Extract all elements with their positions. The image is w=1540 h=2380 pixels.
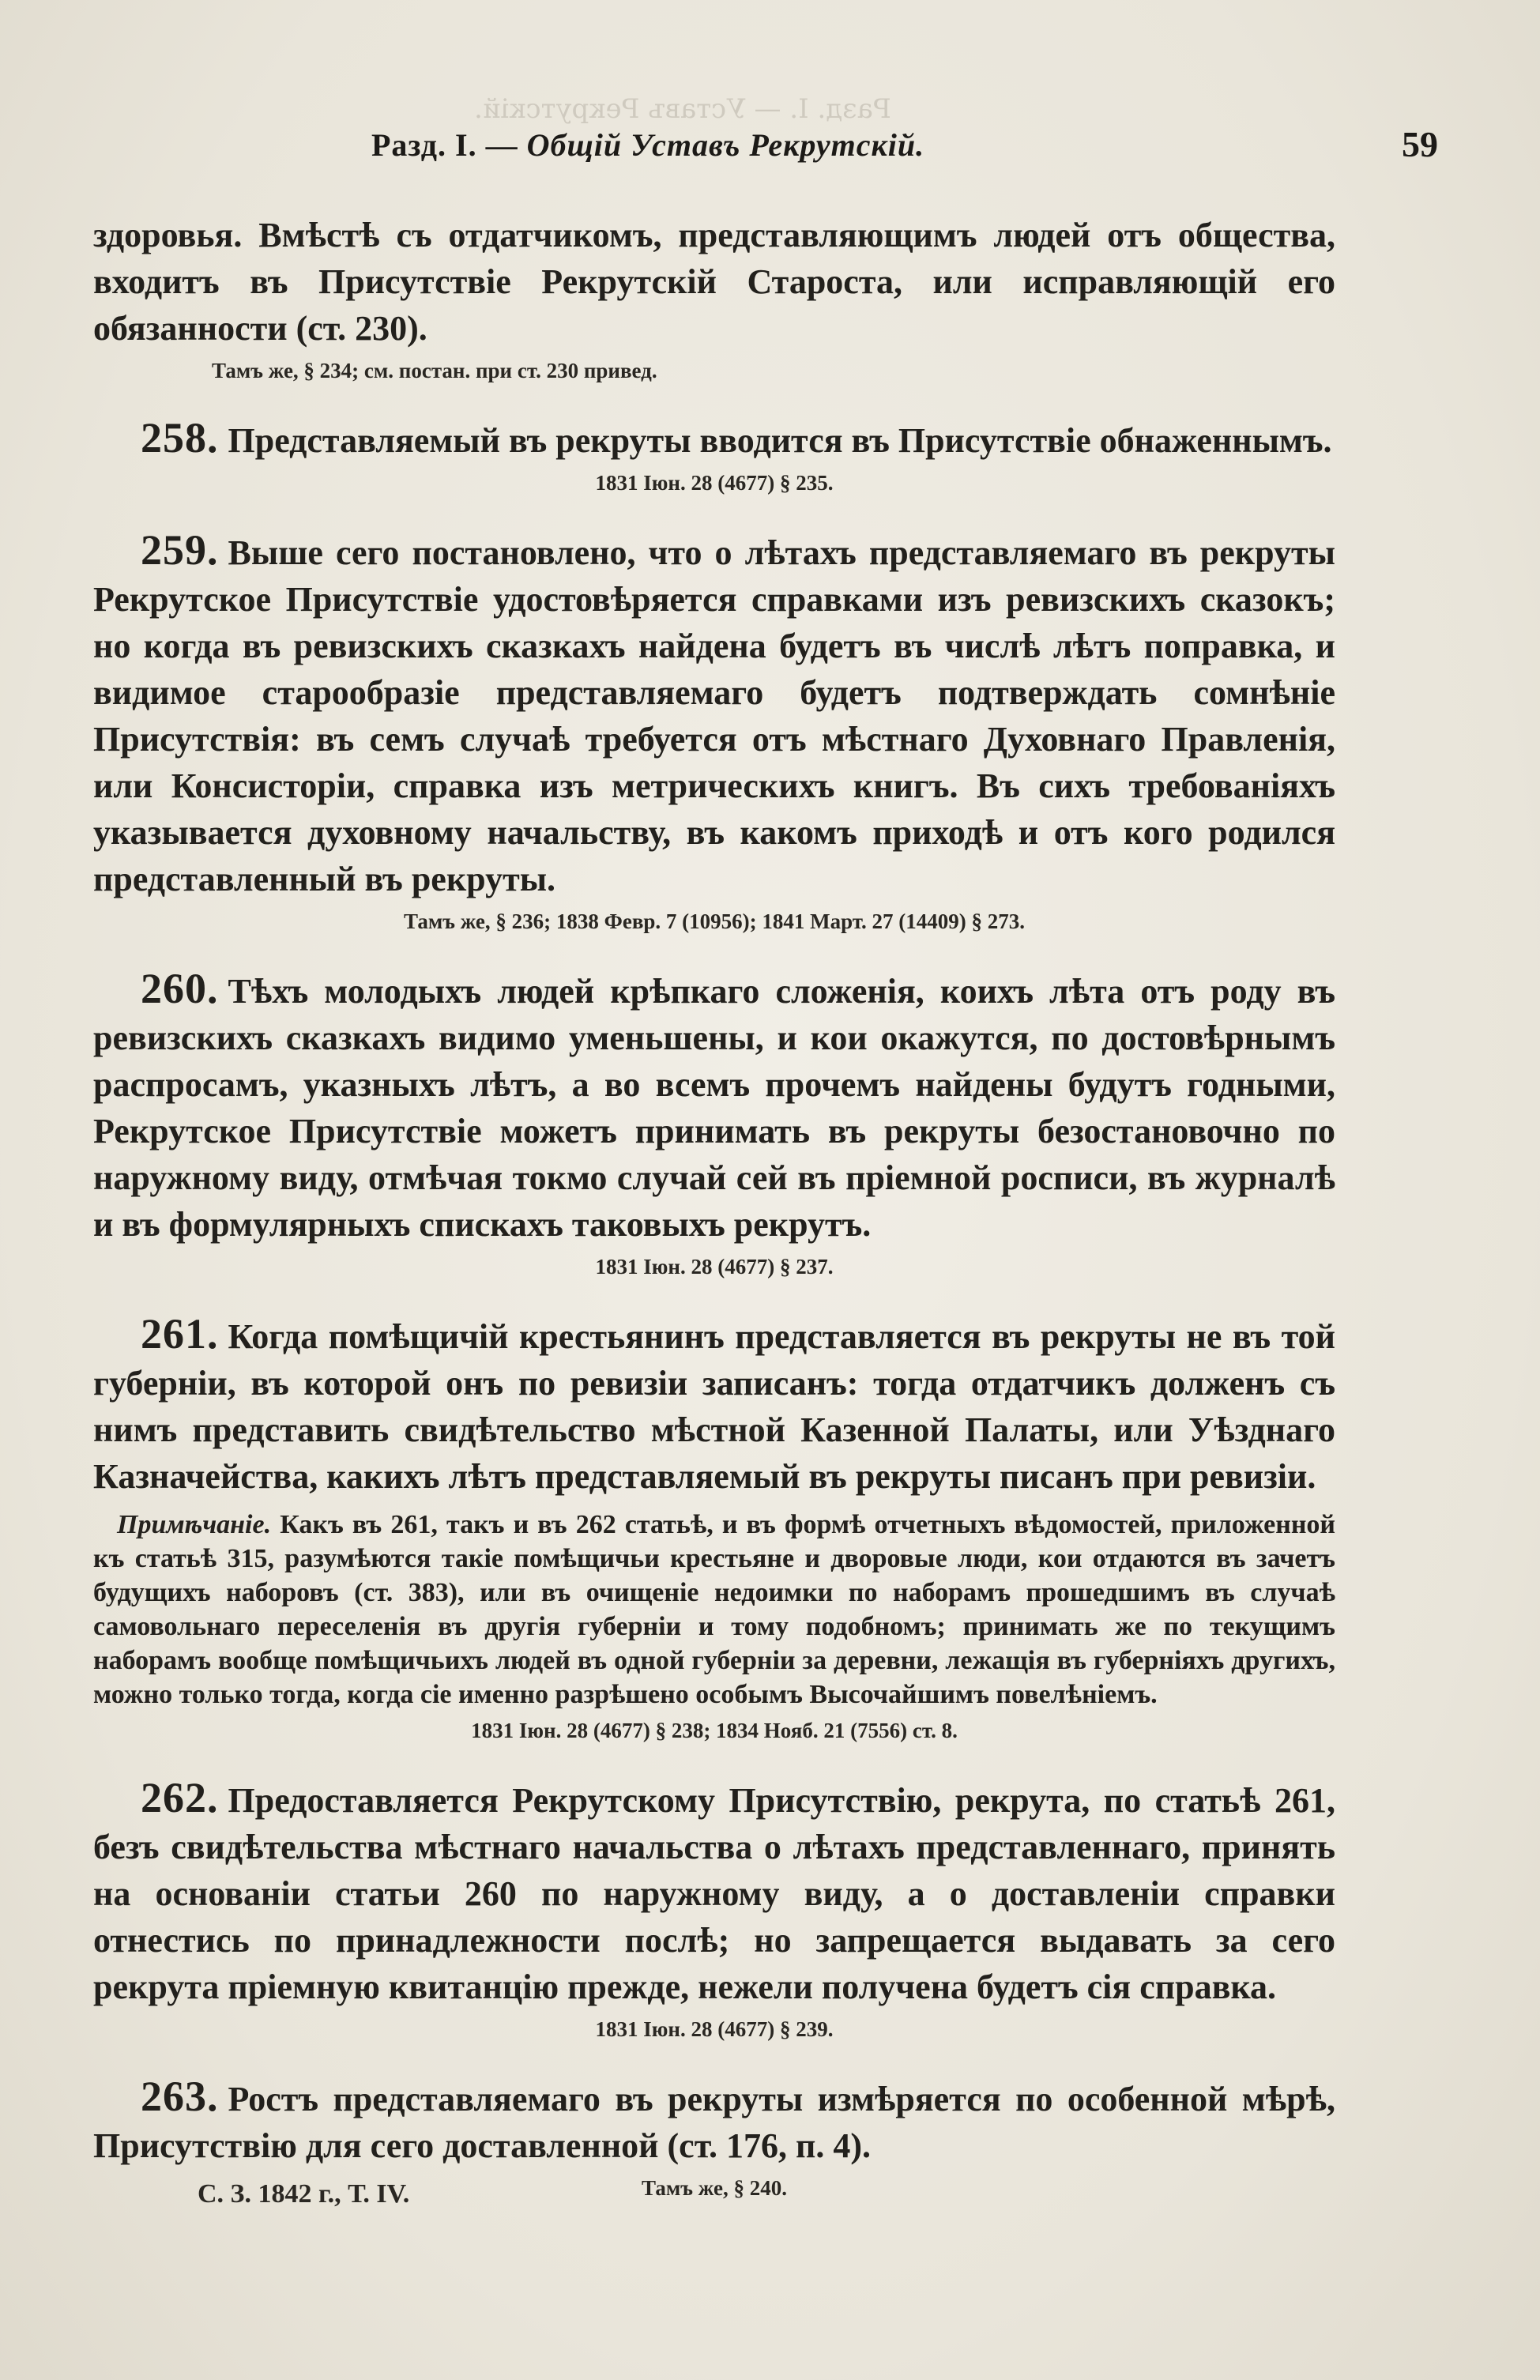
page-header <box>103 126 1446 174</box>
continued-paragraph <box>93 212 1335 352</box>
source-citation: Тамъ же, § 234; см. постан. при ст. 230 привед. <box>212 359 657 382</box>
paragraph-text: Выше сего постановлено, что о лѣтахъ представляемаго въ рекруты Рекрутское Присутствіе удостовѣряется справками изъ ревизскихъ сказокъ; но когда въ ревизскихъ сказкахъ найдена будетъ въ числѣ лѣтъ поправка, и видимое старообразіе представляемаго будетъ подтверждать сомнѣніе Присутствія: въ семъ случаѣ требуется отъ мѣстнаго Духовнаго Правленія, или Консисторіи, справка изъ метрическихъ книгъ. Въ сихъ требованіяхъ указывается духовному начальству, въ какомъ приходѣ и отъ кого родился представленный въ рекруты. <box>93 533 1335 898</box>
article-number: 263. <box>141 2073 219 2120</box>
article-262 <box>93 1775 1335 2010</box>
source-citation: Тамъ же, § 240. <box>642 2176 787 2200</box>
article-260 <box>93 966 1335 1248</box>
paragraph-text: Представляемый въ рекруты вводится въ Присутствіе обнаженнымъ. <box>228 421 1332 460</box>
article-note <box>93 1508 1335 1712</box>
article-258 <box>93 415 1335 464</box>
note-text: Какъ въ 261, такъ и въ 262 статьѣ, и въ формѣ отчетныхъ вѣдомостей, приложенной къ статьѣ 315, разумѣются такіе помѣщичьи крестьяне и дворовые люди, кои отдаются въ зачетъ будущихъ наборовъ (ст. 383), или въ очищеніе недоимки по наборамъ прошедшимъ въ случаѣ самовольнаго переселенія въ другія губерніи и тому подобномъ; принимать же по текущимъ наборамъ вообще помѣщичьихъ людей въ одной губерніи за деревни, лежащія въ губерніяхъ другихъ, можно только тогда, когда сіе именно разрѣшено особымъ Высочайшимъ повелѣніемъ. <box>93 1510 1336 1709</box>
article-number: 261. <box>141 1310 219 1358</box>
article-body <box>93 212 1335 2232</box>
paragraph-text: Тѣхъ молодыхъ людей крѣпкаго сложенія, коихъ лѣта отъ роду въ ревизскихъ сказкахъ видимо уменьшены, и кои окажутся, по достовѣрнымъ распросамъ, указныхъ лѣтъ, а во всемъ прочемъ найдены будутъ годными, Рекрутское Присутствіе можетъ принимать въ рекруты безостановочно по наружному виду, отмѣчая токмо случай сей въ пріемной росписи, въ журналѣ и въ формулярныхъ спискахъ таковыхъ рекрутъ. <box>93 972 1335 1244</box>
section-label: Разд. I. — <box>371 127 527 163</box>
article-number: 260. <box>141 965 219 1012</box>
page-number: 59 <box>1402 124 1438 164</box>
article-263 <box>93 2073 1335 2169</box>
article-number: 259. <box>141 526 219 574</box>
source-citation: 1831 Іюн. 28 (4677) § 239. <box>595 2017 834 2041</box>
article-number: 258. <box>141 414 219 461</box>
paragraph-text: Предоставляется Рекрутскому Присутствію, рекрута, по статьѣ 261, безъ свидѣтельства мѣстнаго начальства о лѣтахъ представленнаго, принять на основаніи статьи 260 по наружному виду, а о доставленіи справки отнестись по принадлежности послѣ; но запрещается выдавать за сего рекрута пріемную квитанцію прежде, нежели получена будетъ сія справка. <box>93 1781 1335 2006</box>
source-citation: 1831 Іюн. 28 (4677) § 238; 1834 Нояб. 21 (7556) ст. 8. <box>471 1719 958 1742</box>
paragraph-text: Ростъ представляемаго въ рекруты измѣряется по особенной мѣрѣ, Присутствію для сего доставленной (ст. 176, п. 4). <box>93 2080 1335 2165</box>
article-261 <box>93 1311 1335 1500</box>
paragraph-text: Когда помѣщичій крестьянинъ представляется въ рекруты не въ той губерніи, въ которой онъ по ревизіи записанъ: тогда отдатчикъ долженъ съ нимъ представить свидѣтельство мѣстной Казенной Палаты, или Уѣзднаго Казначейства, какихъ лѣтъ представляемый въ рекруты писанъ при ревизіи. <box>93 1317 1335 1496</box>
running-head <box>371 126 924 164</box>
bleed-through-text: Разд. I. — Уставъ Рекрутскій. <box>474 93 891 125</box>
article-number: 262. <box>141 1774 219 1821</box>
note-lead: Примѣчаніе. <box>117 1510 272 1539</box>
source-citation: Тамъ же, § 236; 1838 Февр. 7 (10956); 1841 Март. 27 (14409) § 273. <box>403 909 1026 933</box>
source-citation: 1831 Іюн. 28 (4677) § 235. <box>595 471 834 495</box>
paragraph-text: здоровья. Вмѣстѣ съ отдатчикомъ, представляющимъ людей отъ общества, входитъ въ Присутствіе Рекрутскій Староста, или исправляющій его обязанности (ст. 230). <box>93 216 1335 348</box>
signature-mark: С. З. 1842 г., Т. IV. <box>198 2179 410 2209</box>
header-title: Общій Уставъ Рекрутскій. <box>526 127 925 163</box>
article-259 <box>93 527 1335 902</box>
source-citation: 1831 Іюн. 28 (4677) § 237. <box>595 1255 834 1278</box>
